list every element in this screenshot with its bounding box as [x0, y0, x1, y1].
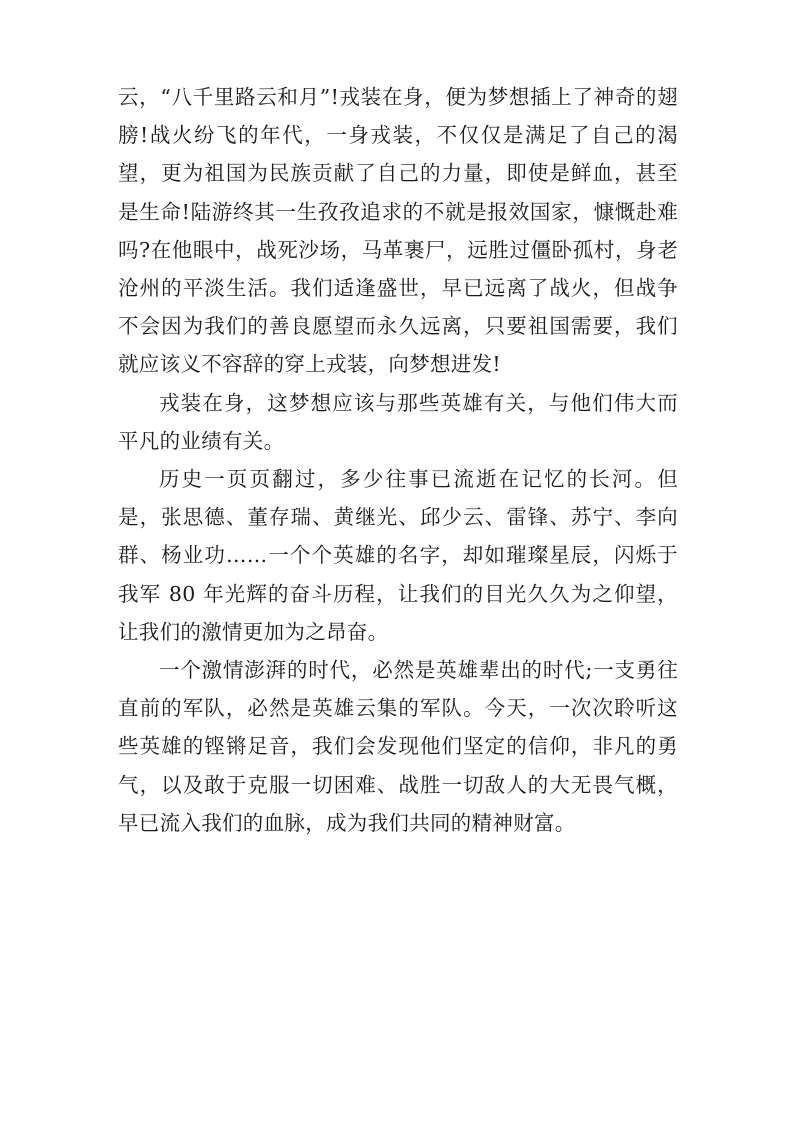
paragraph-2: 戎装在身，这梦想应该与那些英雄有关，与他们伟大而平凡的业绩有关。	[118, 390, 678, 453]
paragraph-4: 一个激情澎湃的时代，必然是英雄辈出的时代;一支勇往直前的军队，必然是英雄云集的军队。今天，一次次聆听这些英雄的铿锵足音，我们会发现他们坚定的信仰，非凡的勇气，以及敢于克服一切困难、战胜一切敌人的大无畏气概，早已流入我们的血脉，成为我们共同的精神财富。	[118, 658, 678, 835]
paragraph-1: 云，“八千里路云和月”!戎装在身，便为梦想插上了神奇的翅膀!战火纷飞的年代，一身戎装，不仅仅是满足了自己的渴望，更为祖国为民族贡献了自己的力量，即使是鲜血，甚至是生命!陆游终其一生孜孜追求的不就是报效国家，慷慨赴难吗?在他眼中，战死沙场，马革裹尸，远胜过僵卧孤村，身老沧州的平淡生活。我们适逢盛世，早已远离了战火，但战争不会因为我们的善良愿望而永久远离，只要祖国需要，我们就应该义不容辞的穿上戎装，向梦想进发!	[118, 85, 678, 377]
document-body	[118, 78, 678, 842]
paragraph-3: 历史一页页翻过，多少往事已流逝在记忆的长河。但是，张思德、董存瑞、黄继光、邱少云、雷锋、苏宁、李向群、杨业功……一个个英雄的名字，却如璀璨星辰，闪烁于我军 80 年光辉的奋斗历程，让我们的目光久久为之仰望，让我们的激情更加为之昂奋。	[118, 467, 678, 644]
